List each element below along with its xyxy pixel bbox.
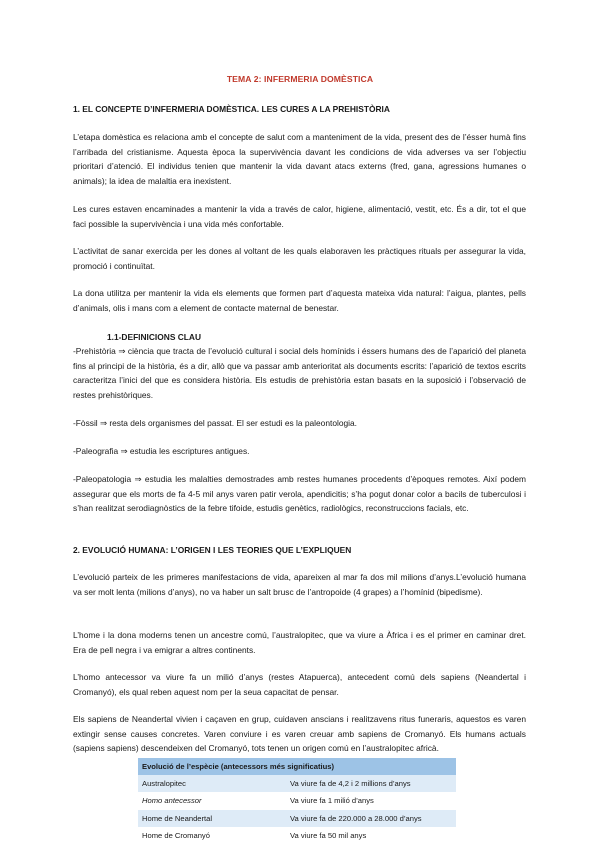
species-description: Va viure fa de 220.000 a 28.000 d’anys: [286, 810, 456, 827]
table-header: Evolució de l’espècie (antecessors més significatius): [138, 758, 456, 775]
section2-paragraph-1: L’evolució parteix de les primeres manifestacions de vida, apareixen al mar fa dos mil milions d’anys.L’evolució humana va ser molt lenta (milions d’anys), no va haber un salt brusc de l’antropoide (4 grapes) a l’homínid (bipedisme).: [73, 572, 526, 597]
section2-paragraph-4: Els sapiens de Neandertal vivien i caçaven en grup, cuidaven anscians i realitzavens ritus funeraris, aquestos es varen extingir sense causes concretes. Varen conviure i es varen creuar amb sapiens de Cromanyó. Els humans actuals (sapiens sapiens) descendeixen del Cromanyó, tots tenen un origen comú en l’australopitec africà.: [73, 714, 526, 754]
document-title: TEMA 2: INFERMERIA DOMÈSTICA: [226, 74, 374, 84]
section1-paragraph-1: L’etapa domèstica es relaciona amb el concepte de salut com a manteniment de la vida, present des de l’ésser humà fins l’arribada del cristianisme. Aquesta època la supervivència davant les condicions de vida adverses va ser l’objectiu prioritari d’atenció. El individus tenien que mantenir la vida davant atacs externs (fred, gana, agressions humanes o animals); la idea de malaltia era inexistent.: [73, 132, 526, 186]
definition-paleografia: -Paleografia ⇒ estudia les escriptures antigues.: [73, 446, 250, 456]
table-row: [138, 827, 456, 844]
definition-prehistoria: -Prehistòria ⇒ ciència que tracta de l’evolució cultural i social dels homínids i éssers humans des de l’aparició del planeta fins al principi de la història, és a dir, allò que va passar amb anterioritat als documents escrits: l’aparició de textos escrits caracteritza l’inici del que es considera història. Els estudis de prehistòria estan basats en la suposició i l’observació de restes prehistòriques.: [73, 346, 526, 400]
species-name: Home de Neandertal: [138, 810, 286, 827]
section1-heading: 1. EL CONCEPTE D’INFERMERIA DOMÈSTICA. LES CURES A LA PREHISTÒRIA: [73, 104, 390, 114]
table-row: [138, 810, 456, 827]
species-description: Va viure fa 50 mil anys: [286, 827, 456, 844]
section2-paragraph-3: L’homo antecessor va viure fa un milió d’anys (restes Atapuerca), antecedent comú dels sapiens (Neandertal i Cromanyó), els qual reben aquest nom per la seua capacitat de pensar.: [73, 672, 526, 697]
species-name: Home de Cromanyó: [138, 827, 286, 844]
subsection-heading: 1.1-DEFINICIONS CLAU: [107, 332, 201, 342]
section1-paragraph-4: La dona utilitza per mantenir la vida els elements que formen part d’aquesta mateixa vida natural: l’aigua, plantes, pells d’animals, olis i mans com a element de contacte maternal de benestar.: [73, 288, 526, 313]
evolution-table: [138, 758, 456, 844]
species-name: Homo antecessor: [138, 792, 286, 809]
section1-paragraph-2: Les cures estaven encaminades a mantenir la vida a través de calor, higiene, alimentació, vestit, etc. És a dir, tot el que faci possible la supervivència i una vida més confortable.: [73, 204, 526, 229]
table-header-row: [138, 758, 456, 775]
section2-paragraph-2: L’home i la dona moderns tenen un ancestre comú, l’australopitec, que va viure a Àfrica i es el primer en caminar dret. Era de pell negra i va emigrar a altres continents.: [73, 630, 526, 655]
species-description: Va viure fa 1 milió d’anys: [286, 792, 456, 809]
definition-fossil: -Fòssil ⇒ resta dels organismes del passat. El ser estudi es la paleontologia.: [73, 418, 357, 428]
section1-paragraph-3: L’activitat de sanar exercida per les dones al voltant de les quals elaboraven les pràctiques rituals per assegurar la vida, promoció i continuïtat.: [73, 246, 526, 271]
section2-heading: 2. EVOLUCIÓ HUMANA: L’ORIGEN I LES TEORIES QUE L’EXPLIQUEN: [73, 545, 352, 555]
species-description: Va viure fa de 4,2 i 2 millions d’anys: [286, 775, 456, 792]
table-row: [138, 792, 456, 809]
definition-paleopatologia: -Paleopatologia ⇒ estudia les malalties demostrades amb restes humanes procedents d’èpoques remotes. Així podem assegurar que els morts de fa 4-5 mil anys varen patir verola, apendicitis; s’ha pogut donar color a bacils de tuberculosi i s’han realitzat serodiagnòstics de la febre tifoide, estudis genètics, radiològics, reconstruccions facials, etc.: [73, 474, 526, 514]
species-name: Australopitec: [138, 775, 286, 792]
table-row: [138, 775, 456, 792]
